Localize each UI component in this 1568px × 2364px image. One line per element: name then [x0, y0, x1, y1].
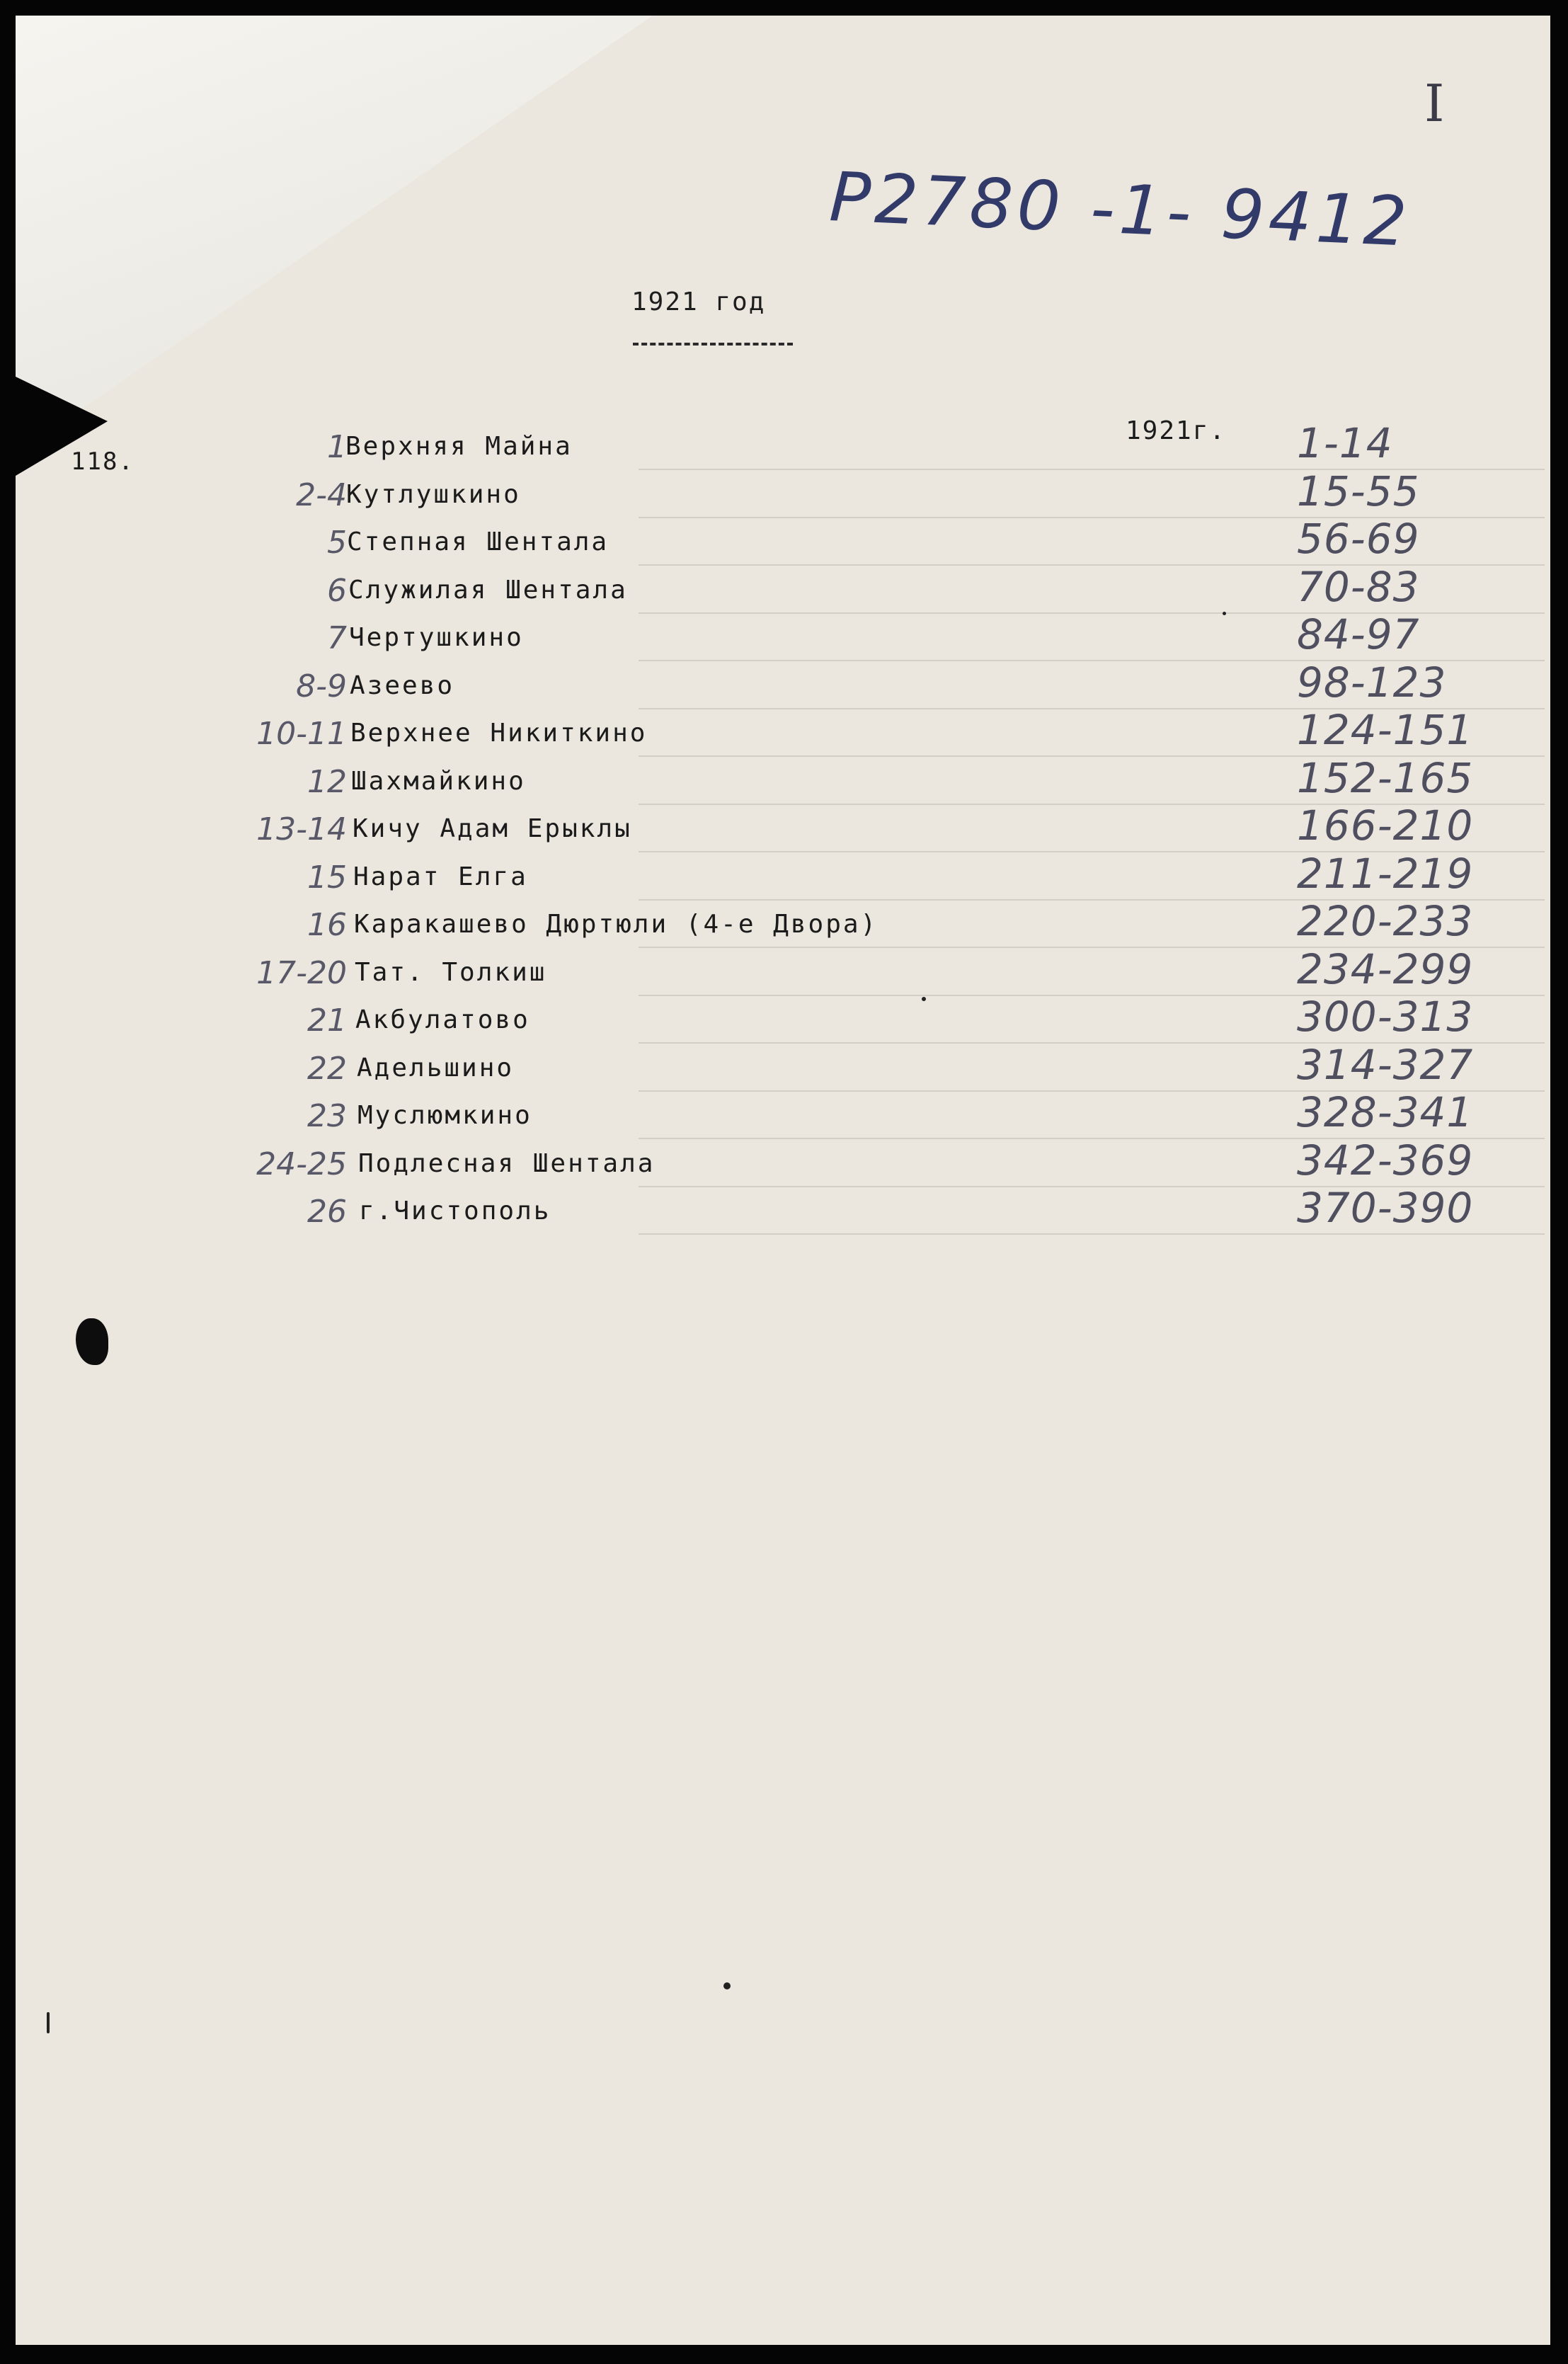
entry-number: 17-20 [256, 955, 347, 991]
entry-name: Акбулатово [355, 1005, 530, 1034]
entry-page-range: 1-14 [1297, 419, 1393, 467]
entry-number: 22 [307, 1051, 347, 1087]
entry-page-range: 152-165 [1297, 754, 1474, 802]
entry-name: Муслюмкино [357, 1101, 532, 1130]
folded-corner [16, 16, 653, 455]
entry-name: Адельшино [357, 1053, 515, 1083]
speck [1223, 612, 1226, 615]
entry-name: Азеево [350, 671, 455, 700]
entry-name: Тат. Толкиш [355, 958, 547, 987]
entry-page-range: 84-97 [1297, 610, 1420, 658]
entry-number: 24-25 [256, 1146, 347, 1182]
entry-number: 5 [327, 525, 347, 561]
entry-name: Шахмайкино [351, 767, 526, 796]
heading-underline [633, 343, 793, 346]
entry-number: 15 [307, 860, 347, 896]
entry-page-range: 342-369 [1297, 1136, 1474, 1184]
year-label: 1921г. [1126, 416, 1227, 445]
list-item [16, 1184, 1550, 1246]
entry-name: Кутлушкино [346, 480, 521, 509]
archive-reference: P2780 -1- 9412 [828, 157, 1413, 262]
speck [47, 2012, 50, 2033]
entry-name: Нарат Елга [353, 862, 528, 891]
entry-number: 8-9 [296, 668, 347, 704]
entry-number: 21 [307, 1003, 347, 1039]
entry-number: 26 [307, 1194, 347, 1230]
entry-page-range: 328-341 [1297, 1088, 1474, 1136]
ruled-line [639, 1233, 1545, 1235]
entry-number: 12 [307, 764, 347, 800]
entry-page-range: 220-233 [1297, 897, 1474, 945]
entry-page-range: 300-313 [1297, 993, 1474, 1041]
document-page [16, 16, 1550, 2345]
entry-page-range: 211-219 [1297, 850, 1474, 898]
entry-page-range: 98-123 [1297, 658, 1447, 707]
entry-number: 1 [327, 429, 347, 465]
entry-page-range: 70-83 [1297, 563, 1420, 611]
entry-number: 16 [307, 907, 347, 943]
entry-name: Верхняя Майна [345, 432, 573, 461]
entry-page-range: 15-55 [1297, 467, 1420, 515]
entry-name: Служилая Шентала [348, 576, 628, 605]
entry-name: Кичу Адам Ерыклы [353, 814, 632, 843]
speck [922, 997, 926, 1001]
entry-number: 10-11 [256, 716, 347, 752]
entry-number: 6 [327, 573, 347, 609]
entry-page-range: 166-210 [1297, 801, 1474, 850]
page-roman-numeral: I [1424, 74, 1445, 133]
entry-page-range: 124-151 [1297, 706, 1474, 754]
speck [723, 1982, 731, 1989]
entry-name: Подлесная Шентала [358, 1149, 656, 1178]
entry-name: Степная Шентала [347, 527, 610, 556]
entry-name: Чертушкино [349, 623, 524, 652]
entry-number: 23 [307, 1098, 347, 1134]
page-heading: 1921 год [631, 287, 766, 316]
entry-name: Каракашево Дюртюли (4-е Двора) [354, 910, 879, 939]
entry-page-range: 370-390 [1297, 1184, 1474, 1232]
entry-number: 13-14 [256, 811, 347, 847]
entry-number: 2-4 [296, 477, 347, 513]
entry-name: Верхнее Никиткино [350, 719, 648, 748]
record-code: 118. [71, 447, 135, 476]
entry-page-range: 314-327 [1297, 1041, 1474, 1089]
entry-number: 7 [327, 620, 347, 656]
ink-blot [76, 1318, 108, 1365]
entry-page-range: 234-299 [1297, 945, 1474, 993]
entry-name: г.Чистополь [359, 1197, 551, 1226]
entry-page-range: 56-69 [1297, 515, 1420, 563]
